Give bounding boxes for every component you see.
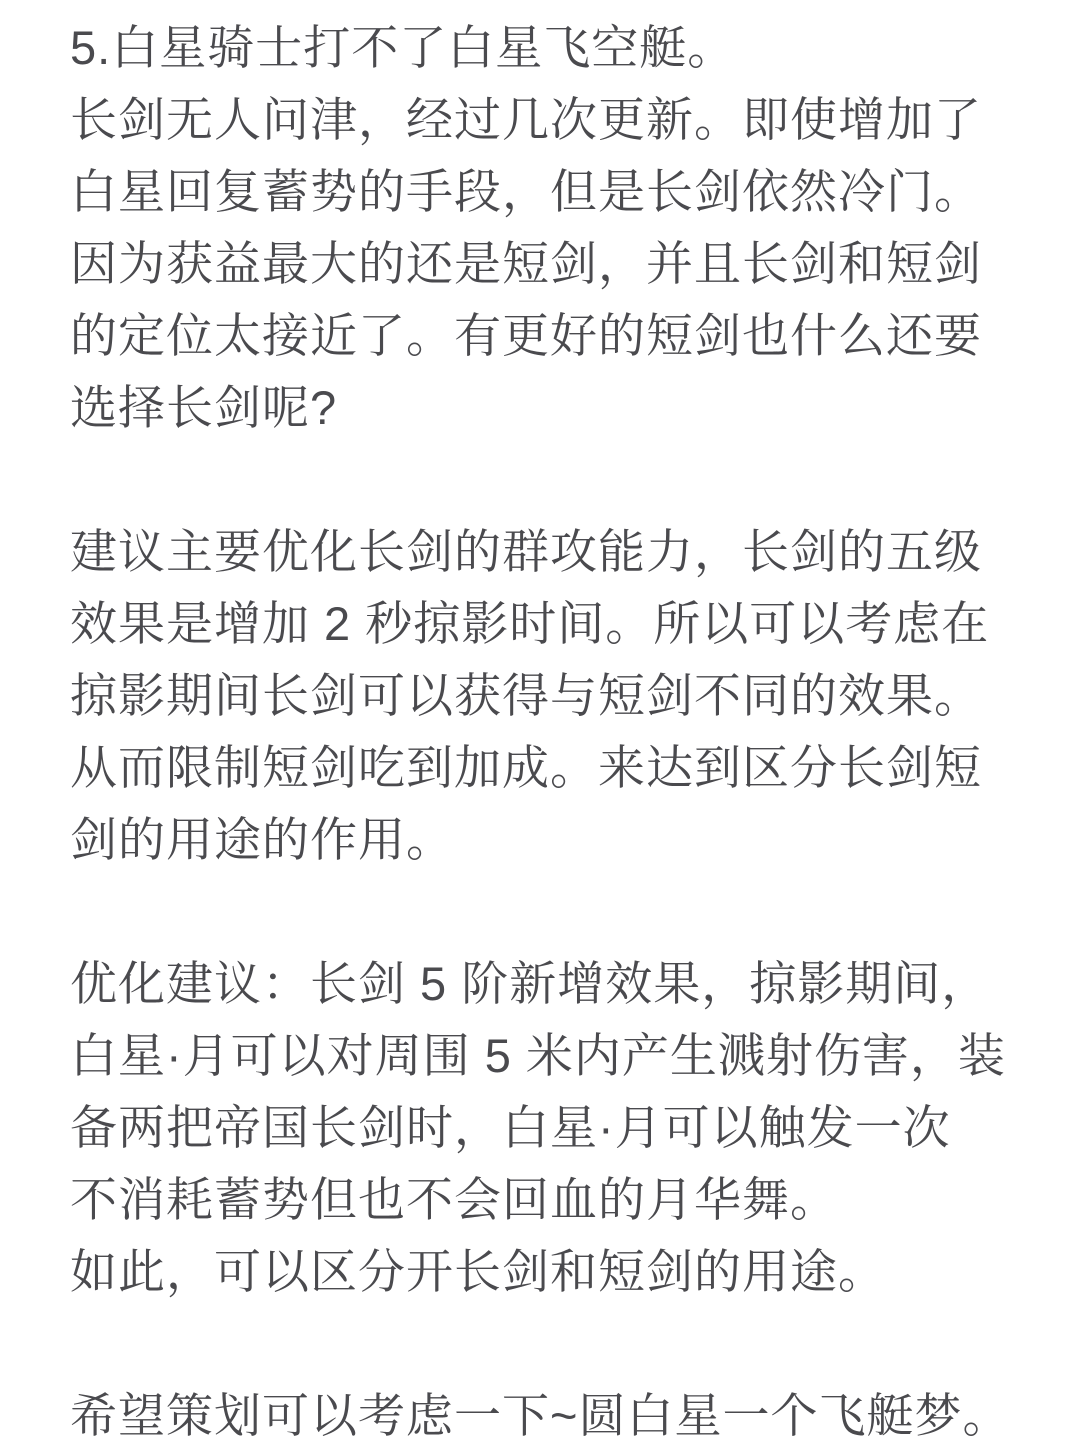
text-line: 的定位太接近了。有更好的短剑也什么还要 bbox=[70, 309, 982, 362]
text-line: 备两把帝国长剑时，白星·月可以触发一次 bbox=[70, 1101, 951, 1154]
text-line: 5.白星骑士打不了白星飞空艇。 bbox=[70, 21, 736, 74]
text-line: 不消耗蓄势但也不会回血的月华舞。 bbox=[70, 1173, 838, 1226]
text-line: 白星回复蓄势的手段，但是长剑依然冷门。 bbox=[70, 165, 982, 218]
text-line: 效果是增加 2 秒掠影时间。所以可以考虑在 bbox=[70, 597, 990, 650]
paragraph-intro bbox=[70, 12, 1016, 444]
text-line: 长剑无人问津，经过几次更新。即使增加了 bbox=[70, 93, 982, 146]
text-line: 白星·月可以对周围 5 米内产生溅射伤害，装 bbox=[70, 1029, 1006, 1082]
text-line: 从而限制短剑吃到加成。来达到区分长剑短 bbox=[70, 741, 982, 794]
text-line: 希望策划可以考虑一下~圆白星一个飞艇梦。 bbox=[70, 1389, 1011, 1442]
text-line: 剑的用途的作用。 bbox=[70, 813, 454, 866]
text-line: 因为获益最大的还是短剑，并且长剑和短剑 bbox=[70, 237, 982, 290]
text-line: 如此，可以区分开长剑和短剑的用途。 bbox=[70, 1245, 886, 1298]
paragraph-suggestion-overview bbox=[70, 516, 1016, 876]
text-line: 选择长剑呢? bbox=[70, 381, 338, 434]
paragraph-optimization-detail bbox=[70, 948, 1016, 1308]
text-line: 优化建议：长剑 5 阶新增效果，掠影期间， bbox=[70, 957, 990, 1010]
text-line: 建议主要优化长剑的群攻能力，长剑的五级 bbox=[70, 525, 982, 578]
paragraph-closing bbox=[70, 1380, 1016, 1452]
text-line: 掠影期间长剑可以获得与短剑不同的效果。 bbox=[70, 669, 982, 722]
